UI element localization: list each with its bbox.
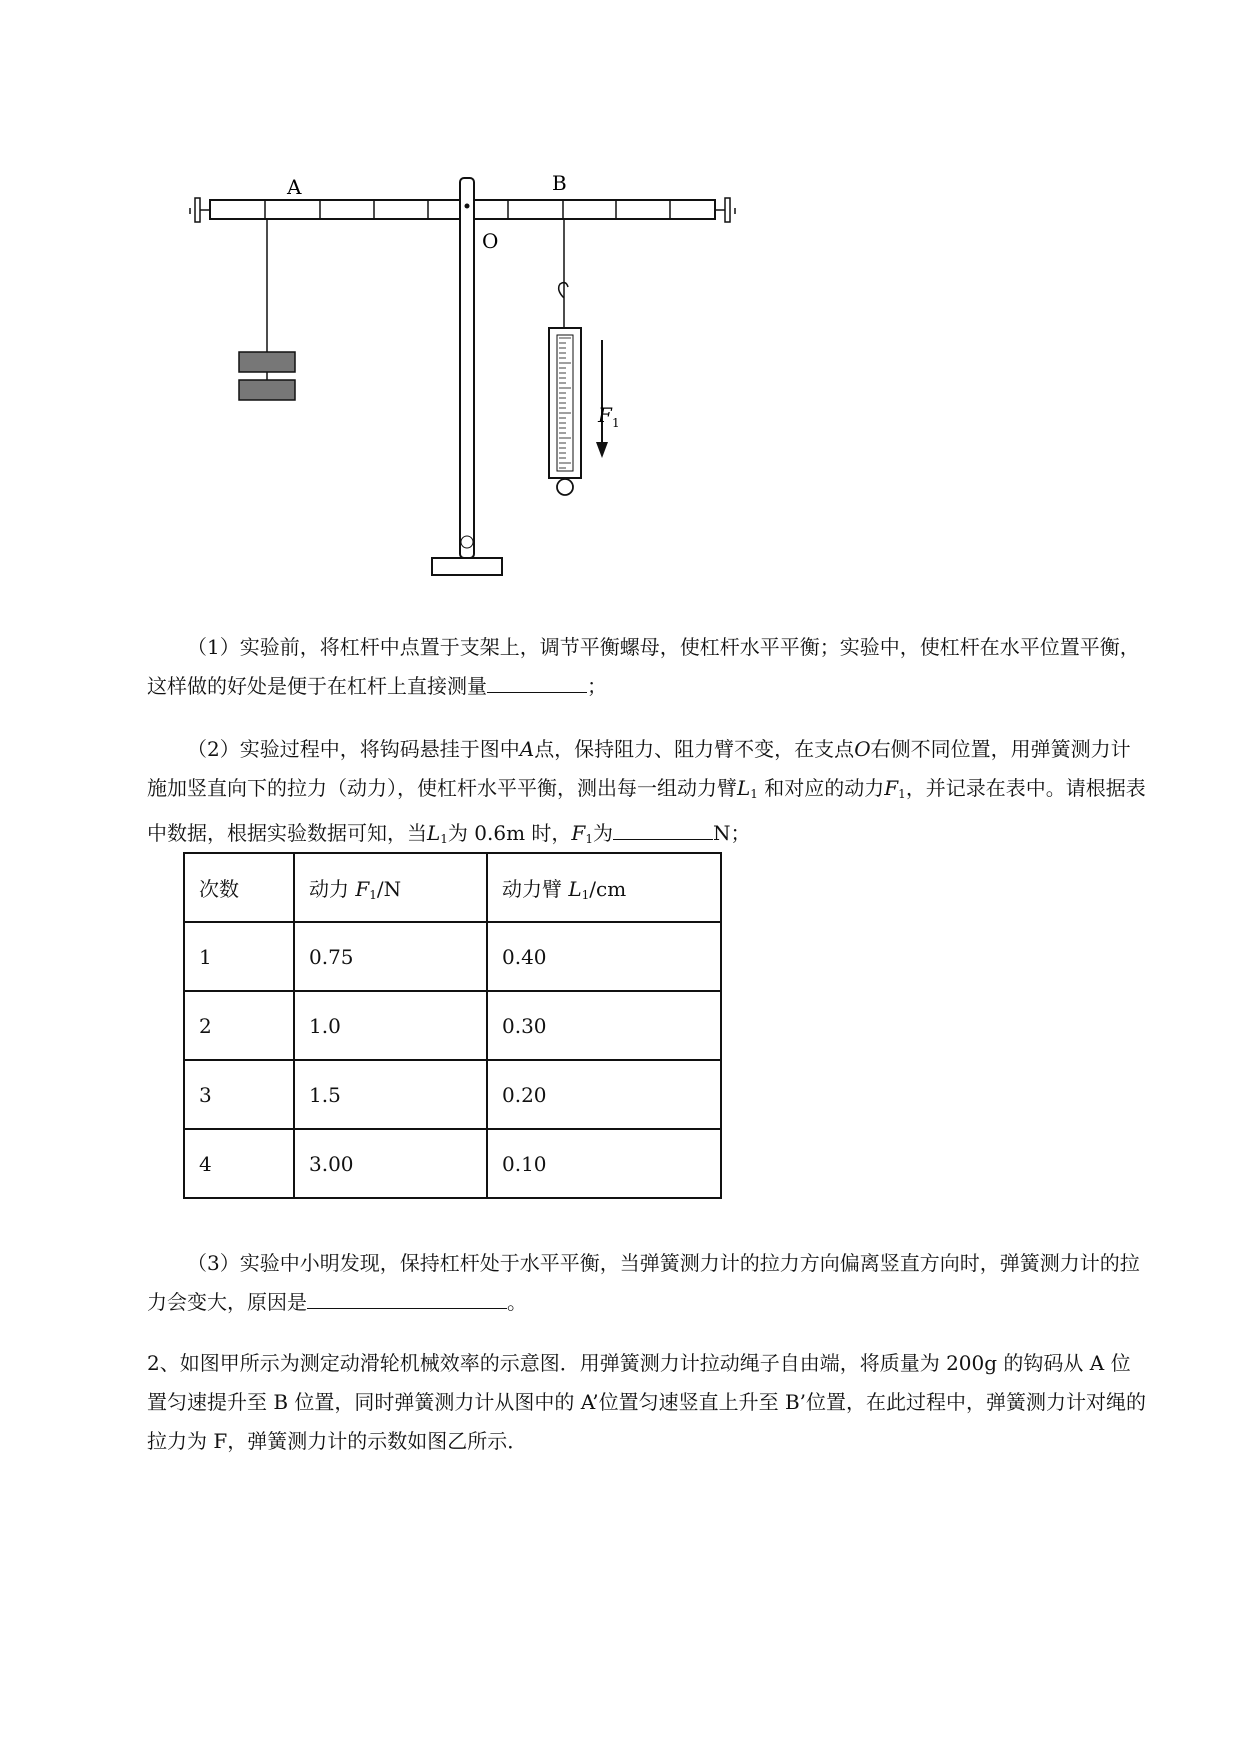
q1-end: ； bbox=[587, 674, 607, 698]
q2-subscript: 1 bbox=[585, 832, 593, 846]
label-f1: F bbox=[598, 403, 612, 427]
label-f1-subscript: 1 bbox=[612, 416, 620, 430]
q2-end: N； bbox=[712, 821, 751, 845]
cell-count: 4 bbox=[184, 1129, 294, 1198]
q2-answer-blank[interactable] bbox=[613, 817, 713, 840]
q2-text-5: ，并记录在表中。请根据表中数据，根据实验数据可知，当 bbox=[147, 776, 1146, 845]
q2-text-4: 和对应的动力 bbox=[764, 776, 885, 800]
header-force-prefix: 动力 bbox=[309, 877, 356, 901]
table-row bbox=[184, 922, 721, 991]
lever-diagram bbox=[170, 150, 770, 600]
q2-number: （2） bbox=[187, 737, 240, 761]
table-row bbox=[184, 991, 721, 1060]
cell-arm: 0.10 bbox=[487, 1129, 721, 1198]
question-1 bbox=[147, 628, 1147, 706]
q2-subscript: 1 bbox=[898, 787, 906, 801]
cell-force: 1.5 bbox=[294, 1060, 487, 1129]
q2-symbol-f: F bbox=[884, 776, 899, 800]
q2-symbol-l: L bbox=[427, 821, 441, 845]
q2-subscript: 1 bbox=[440, 832, 448, 846]
stand-base bbox=[432, 558, 502, 575]
q3-text: 实验中小明发现，保持杠杆处于水平平衡，当弹簧测力计的拉力方向偏离竖直方向时，弹簧测力计的拉力会变大，原因是 bbox=[147, 1251, 1140, 1314]
q1-answer-blank[interactable] bbox=[487, 670, 587, 693]
q2-text-7: 为 bbox=[592, 821, 613, 845]
header-force-subscript: 1 bbox=[369, 888, 377, 902]
label-b: B bbox=[552, 171, 567, 195]
header-arm-prefix: 动力臂 bbox=[502, 877, 569, 901]
q1-text: 实验前，将杠杆中点置于支架上，调节平衡螺母，使杠杆水平平衡；实验中，使杠杆在水平位置平衡，这样做的好处是便于在杠杆上直接测量 bbox=[147, 635, 1140, 698]
cell-count: 3 bbox=[184, 1060, 294, 1129]
q2-text-6: 为 0.6m 时， bbox=[447, 821, 572, 845]
header-count: 次数 bbox=[184, 853, 294, 922]
label-a: A bbox=[287, 175, 302, 199]
question-3 bbox=[147, 1244, 1147, 1322]
question-next bbox=[147, 1344, 1147, 1461]
q1-number: （1） bbox=[187, 635, 240, 659]
right-balance-nut bbox=[715, 198, 770, 222]
table-header-row bbox=[184, 853, 721, 922]
header-arm-subscript: 1 bbox=[581, 888, 590, 902]
table-row bbox=[184, 1060, 721, 1129]
left-balance-nut bbox=[190, 198, 210, 222]
cell-force: 1.0 bbox=[294, 991, 487, 1060]
q2-text-3: 右侧不同位置，用弹簧测力计施加竖直向下的拉力（动力），使杠杆水平平衡，测出每一组动力臂 bbox=[147, 737, 1131, 800]
header-arm bbox=[487, 853, 721, 922]
force-arrow-head bbox=[596, 442, 608, 458]
cell-force: 3.00 bbox=[294, 1129, 487, 1198]
hook-weight-1 bbox=[239, 352, 295, 372]
q3-answer-blank[interactable] bbox=[307, 1286, 507, 1309]
data-table bbox=[183, 852, 722, 1199]
label-o: O bbox=[482, 229, 499, 253]
q2-symbol-l: L bbox=[737, 776, 751, 800]
q2-text-1: 实验过程中，将钩码悬挂于图中 bbox=[239, 737, 520, 761]
q2-point-o: O bbox=[854, 737, 871, 761]
cell-count: 1 bbox=[184, 922, 294, 991]
q3-end: 。 bbox=[507, 1290, 527, 1314]
q2-subscript: 1 bbox=[750, 787, 758, 801]
header-force-symbol: F bbox=[355, 877, 370, 901]
header-force-unit: /N bbox=[376, 877, 402, 901]
cell-force: 0.75 bbox=[294, 922, 487, 991]
q-next-text: 2、如图甲所示为测定动滑轮机械效率的示意图．用弹簧测力计拉动绳子自由端，将质量为 200g 的钩码从 A 位置匀速提升至 B 位置，同时弹簧测力计从图中的 A’位置匀速竖直上升至 B’位置，在此过程中，弹簧测力计对绳的拉力为 F，弹簧测力计的示数如图乙所示． bbox=[147, 1351, 1147, 1453]
question-2 bbox=[147, 730, 1147, 859]
header-arm-symbol: L bbox=[568, 877, 582, 901]
cell-count: 2 bbox=[184, 991, 294, 1060]
stand-pole bbox=[460, 178, 474, 558]
q2-symbol-f: F bbox=[571, 821, 586, 845]
cell-arm: 0.20 bbox=[487, 1060, 721, 1129]
q2-text-2: 点，保持阻力、阻力臂不变，在支点 bbox=[534, 737, 855, 761]
q2-point-a: A bbox=[519, 737, 535, 761]
q3-number: （3） bbox=[187, 1251, 240, 1275]
pivot-point bbox=[465, 204, 470, 209]
table-row bbox=[184, 1129, 721, 1198]
scale-ring bbox=[557, 479, 573, 495]
hook-weight-2 bbox=[239, 380, 295, 400]
cell-arm: 0.40 bbox=[487, 922, 721, 991]
cell-arm: 0.30 bbox=[487, 991, 721, 1060]
header-arm-unit: /cm bbox=[589, 877, 627, 901]
header-force bbox=[294, 853, 487, 922]
